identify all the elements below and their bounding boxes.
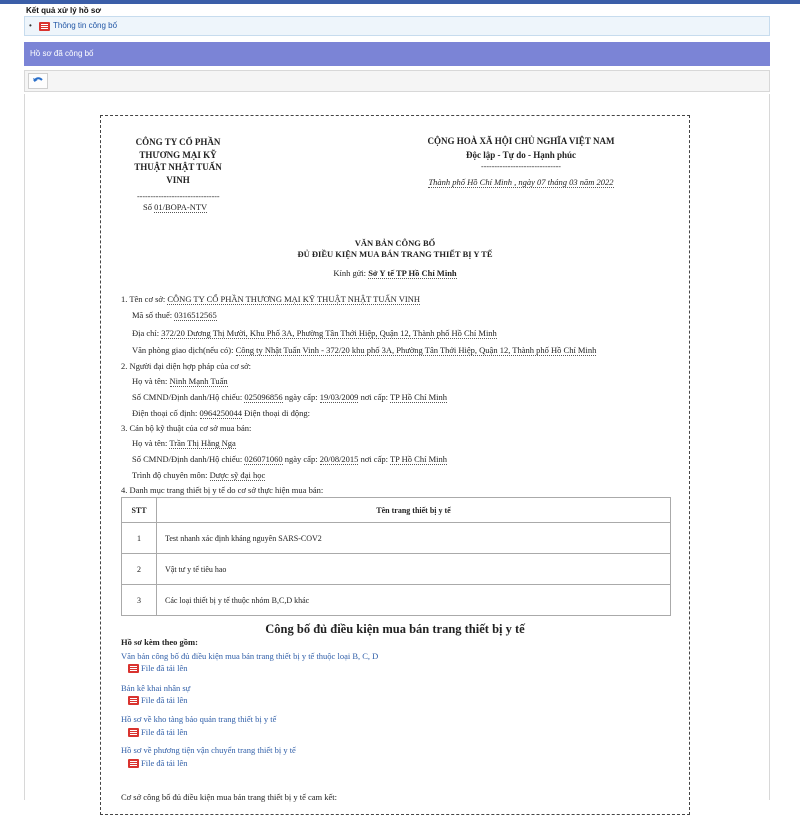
attachment-file[interactable]	[128, 663, 188, 673]
tax-value: 0316512565	[174, 310, 217, 320]
pdf-icon	[128, 759, 139, 768]
back-button[interactable]	[28, 73, 48, 89]
tech-name-row	[132, 438, 236, 448]
tech-id-row	[132, 454, 447, 464]
rep-phone-row	[132, 408, 310, 418]
tech-id-label: Số CMND/Định danh/Hộ chiếu:	[132, 454, 243, 464]
pdf-icon	[128, 696, 139, 705]
facility-value: CÔNG TY CỔ PHẦN THƯƠNG MẠI KỸ THUẬT NHẬT TUẤN VINH	[167, 294, 421, 304]
tech-place-label: nơi cấp:	[360, 454, 388, 464]
rep-issue-label: ngày cấp:	[284, 392, 318, 402]
file-label: File đã tải lên	[141, 758, 188, 768]
office-value: Công ty Nhật Tuấn Vinh - 372/20 khu phố 3A, Phường Tân Thới Hiệp, Quận 12, Thành phố Hồ Chí Minh	[235, 345, 597, 355]
equipment-heading: 4. Danh mục trang thiết bị y tế do cơ sở thực hiện mua bán:	[121, 485, 324, 495]
rep-id-label: Số CMND/Định danh/Hộ chiếu:	[132, 392, 243, 402]
tech-place-value: TP Hồ Chí Minh	[389, 454, 448, 464]
rep-place-value: TP Hồ Chí Minh	[389, 392, 448, 402]
rep-name-value: Ninh Mạnh Tuấn	[169, 376, 228, 386]
address-label: Địa chỉ:	[132, 328, 160, 338]
file-label: File đã tải lên	[141, 695, 188, 705]
representative-heading: 2. Người đại diện hợp pháp của cơ sở:	[121, 361, 251, 371]
pdf-icon	[39, 22, 50, 31]
rep-id-row	[132, 392, 447, 402]
attachments-heading: Hồ sơ kèm theo gồm:	[121, 637, 198, 647]
motto: Độc lập - Tự do - Hạnh phúc	[465, 150, 576, 160]
rep-mobile-label: Điện thoại di động:	[244, 408, 311, 418]
facility-name-row	[121, 294, 420, 304]
office-row	[132, 345, 596, 355]
file-label: File đã tải lên	[141, 727, 188, 737]
attachment-link[interactable]: Hồ sơ về phương tiện vận chuyển trang thiết bị y tế	[121, 745, 296, 755]
tech-degree-label: Trình độ chuyên môn:	[132, 470, 208, 480]
section-label: Kết quả xử lý hồ sơ	[26, 6, 102, 15]
info-link[interactable]: Thông tin công bố	[53, 21, 118, 30]
attachment-file[interactable]	[128, 727, 188, 737]
commitment-line: Cơ sở công bố đủ điều kiện mua bán trang thiết bị y tế cam kết:	[121, 792, 338, 802]
rep-place-label: nơi cấp:	[360, 392, 388, 402]
table-row	[122, 554, 671, 585]
table-row	[122, 523, 671, 554]
panel-title: Hồ sơ đã công bố	[30, 49, 94, 58]
document-title: VĂN BẢN CÔNG BỐ	[354, 238, 436, 248]
technician-heading: 3. Cán bộ kỹ thuật của cơ sở mua bán:	[121, 423, 252, 433]
date-line	[371, 177, 671, 187]
col-stt: STT	[122, 498, 157, 523]
file-label: File đã tải lên	[141, 663, 188, 673]
pdf-icon	[128, 664, 139, 673]
document-page	[100, 115, 690, 815]
tax-row	[132, 310, 217, 320]
info-bar	[24, 16, 770, 36]
date-text: Thành phố Hồ Chí Minh , ngày 07 tháng 03 năm 2022	[428, 177, 614, 187]
row-stt: 3	[122, 585, 157, 616]
attachment-file[interactable]	[128, 758, 188, 768]
table-row	[122, 585, 671, 616]
table-header-row	[122, 498, 671, 523]
document-number	[143, 202, 207, 212]
motto-divider: ------------------------------	[481, 162, 561, 171]
toolbar	[24, 70, 770, 92]
facility-label: 1. Tên cơ sở:	[121, 294, 166, 304]
rep-phone-value: 0964250044	[199, 408, 243, 418]
panel-header	[24, 42, 770, 66]
rep-name-label: Họ và tên:	[132, 376, 168, 386]
company-name: CÔNG TY CỔ PHẦN THƯƠNG MẠI KỸ THUẬT NHẬT TUẤN VINH	[134, 137, 222, 185]
republic-heading: CỘNG HOÀ XÃ HỘI CHỦ NGHĨA VIỆT NAM	[427, 136, 615, 146]
company-divider: -------------------------------	[137, 192, 220, 201]
tech-id-value: 026071060	[244, 454, 283, 464]
rep-id-value: 025096856	[244, 392, 283, 402]
row-name: Test nhanh xác định kháng nguyên SARS-COV2	[157, 523, 671, 554]
document-subtitle: ĐỦ ĐIỀU KIỆN MUA BÁN TRANG THIẾT BỊ Y TẾ	[297, 249, 493, 259]
so-label: Số	[143, 202, 152, 212]
attachment-link[interactable]: Bản kê khai nhân sự	[121, 683, 191, 693]
recipient-value: Sở Y tế TP Hồ Chí Minh	[368, 268, 457, 278]
bullet-icon: •	[29, 21, 32, 30]
attachment-link[interactable]: Hồ sơ về kho tàng bảo quản trang thiết bị y tế	[121, 714, 277, 724]
tech-degree-row	[132, 470, 265, 480]
top-accent-bar	[0, 0, 800, 4]
tech-degree-value: Dược sỹ đại học	[209, 470, 266, 480]
rep-issue-value: 19/03/2009	[319, 392, 359, 402]
office-label: Văn phòng giao dịch(nếu có):	[132, 345, 234, 355]
row-stt: 2	[122, 554, 157, 585]
col-name: Tên trang thiết bị y tế	[157, 498, 671, 523]
rep-phone-label: Điện thoại cố định:	[132, 408, 198, 418]
back-arrow-icon	[32, 75, 44, 87]
address-row	[132, 328, 497, 338]
row-name: Vật tư y tế tiêu hao	[157, 554, 671, 585]
equipment-table	[121, 497, 671, 616]
announcement-title: Công bố đủ điều kiện mua bán trang thiết bị y tế	[265, 622, 525, 636]
tax-label: Mã số thuế:	[132, 310, 173, 320]
rep-name-row	[132, 376, 228, 386]
so-value: 01/BOPA-NTV	[154, 202, 208, 212]
address-value: 372/20 Dương Thị Mười, Khu Phố 3A, Phường Tân Thới Hiệp, Quận 12, Thành phố Hồ Chí Minh	[161, 328, 497, 338]
recipient-label: Kính gửi:	[333, 268, 367, 278]
tech-issue-label: ngày cấp:	[284, 454, 318, 464]
attachment-file[interactable]	[128, 695, 188, 705]
tech-name-value: Trần Thị Hằng Nga	[169, 438, 236, 448]
row-stt: 1	[122, 523, 157, 554]
pdf-icon	[128, 728, 139, 737]
attachment-link[interactable]: Văn bản công bố đủ điều kiện mua bán trang thiết bị y tế thuộc loại B, C, D	[121, 651, 379, 661]
tech-name-label: Họ và tên:	[132, 438, 168, 448]
recipient-line	[101, 268, 689, 278]
row-name: Các loại thiết bị y tế thuộc nhóm B,C,D khác	[157, 585, 671, 616]
tech-issue-value: 20/08/2015	[319, 454, 359, 464]
